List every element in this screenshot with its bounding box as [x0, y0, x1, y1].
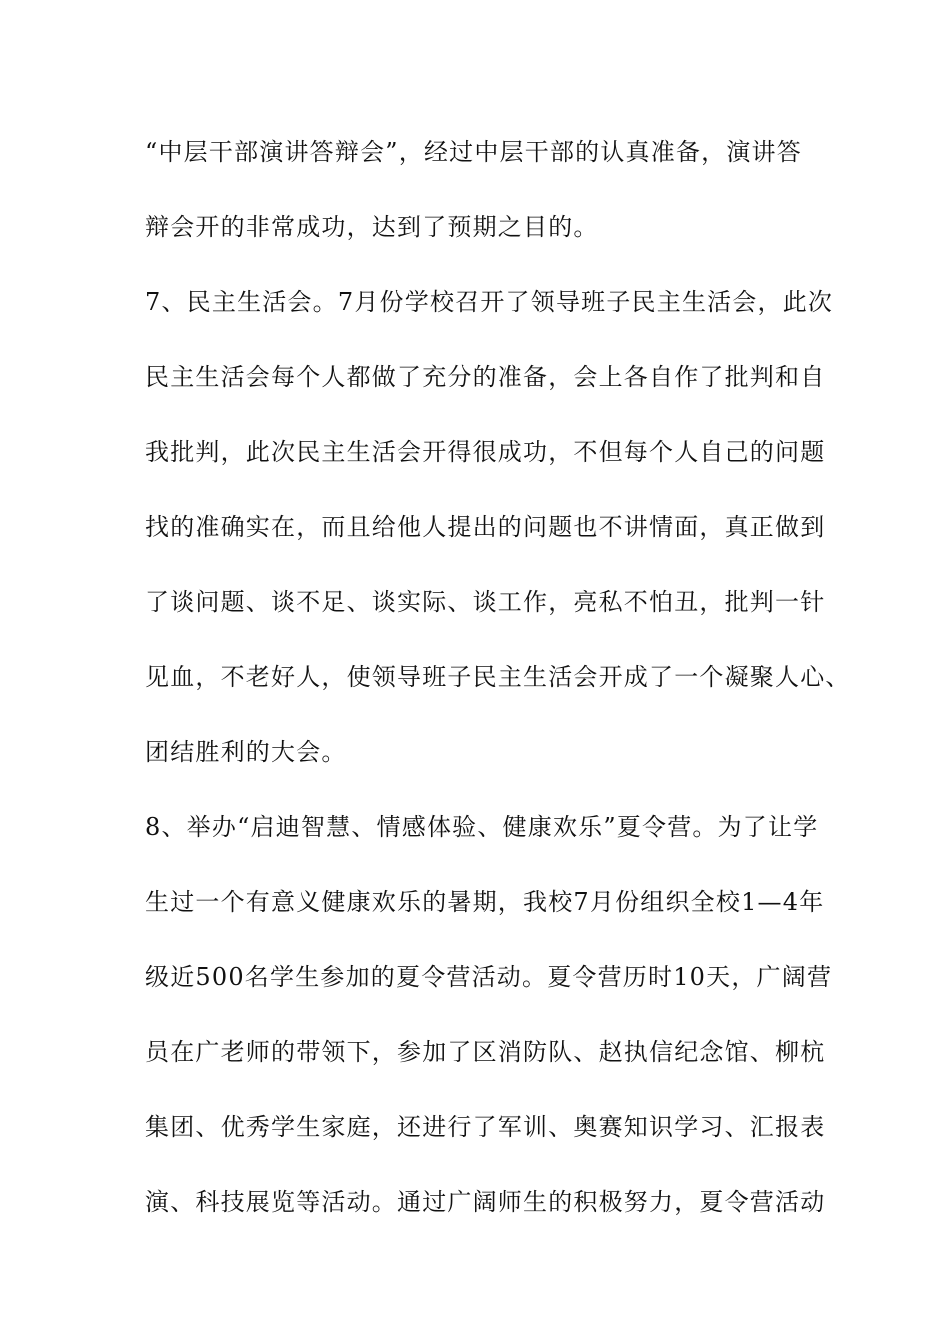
text-line-1: “中层干部演讲答辩会”，经过中层干部的认真准备，演讲答: [145, 138, 802, 166]
text-line-2: 辩会开的非常成功，达到了预期之目的。: [145, 213, 599, 241]
text-line-14: 集团、优秀学生家庭，还进行了军训、奥赛知识学习、汇报表: [145, 1113, 826, 1141]
text-line-15: 演、科技展览等活动。通过广阔师生的积极努力，夏令营活动: [145, 1188, 826, 1216]
text-line-8: 见血，不老好人，使领导班子民主生活会开成了一个凝聚人心、: [145, 663, 851, 691]
text-line-6: 找的准确实在，而且给他人提出的问题也不讲情面，真正做到: [145, 513, 826, 541]
text-line-4: 民主生活会每个人都做了充分的准备，会上各自作了批判和自: [145, 363, 826, 391]
text-line-3: 7、民主生活会。7月份学校召开了领导班子民主生活会，此次: [145, 288, 834, 316]
text-line-9: 团结胜利的大会。: [145, 738, 347, 766]
text-line-7: 了谈问题、谈不足、谈实际、谈工作，亮私不怕丑，批判一针: [145, 588, 826, 616]
text-line-13: 员在广老师的带领下，参加了区消防队、赵执信纪念馆、柳杭: [145, 1038, 826, 1066]
text-line-11: 生过一个有意义健康欢乐的暑期，我校7月份组织全校1—4年: [145, 888, 825, 916]
text-line-12: 级近500名学生参加的夏令营活动。夏令营历时10天，广阔营: [145, 963, 833, 991]
text-line-10: 8、举办“启迪智慧、情感体验、健康欢乐”夏令营。为了让学: [145, 813, 819, 841]
text-line-5: 我批判，此次民主生活会开得很成功，不但每个人自己的问题: [145, 438, 826, 466]
